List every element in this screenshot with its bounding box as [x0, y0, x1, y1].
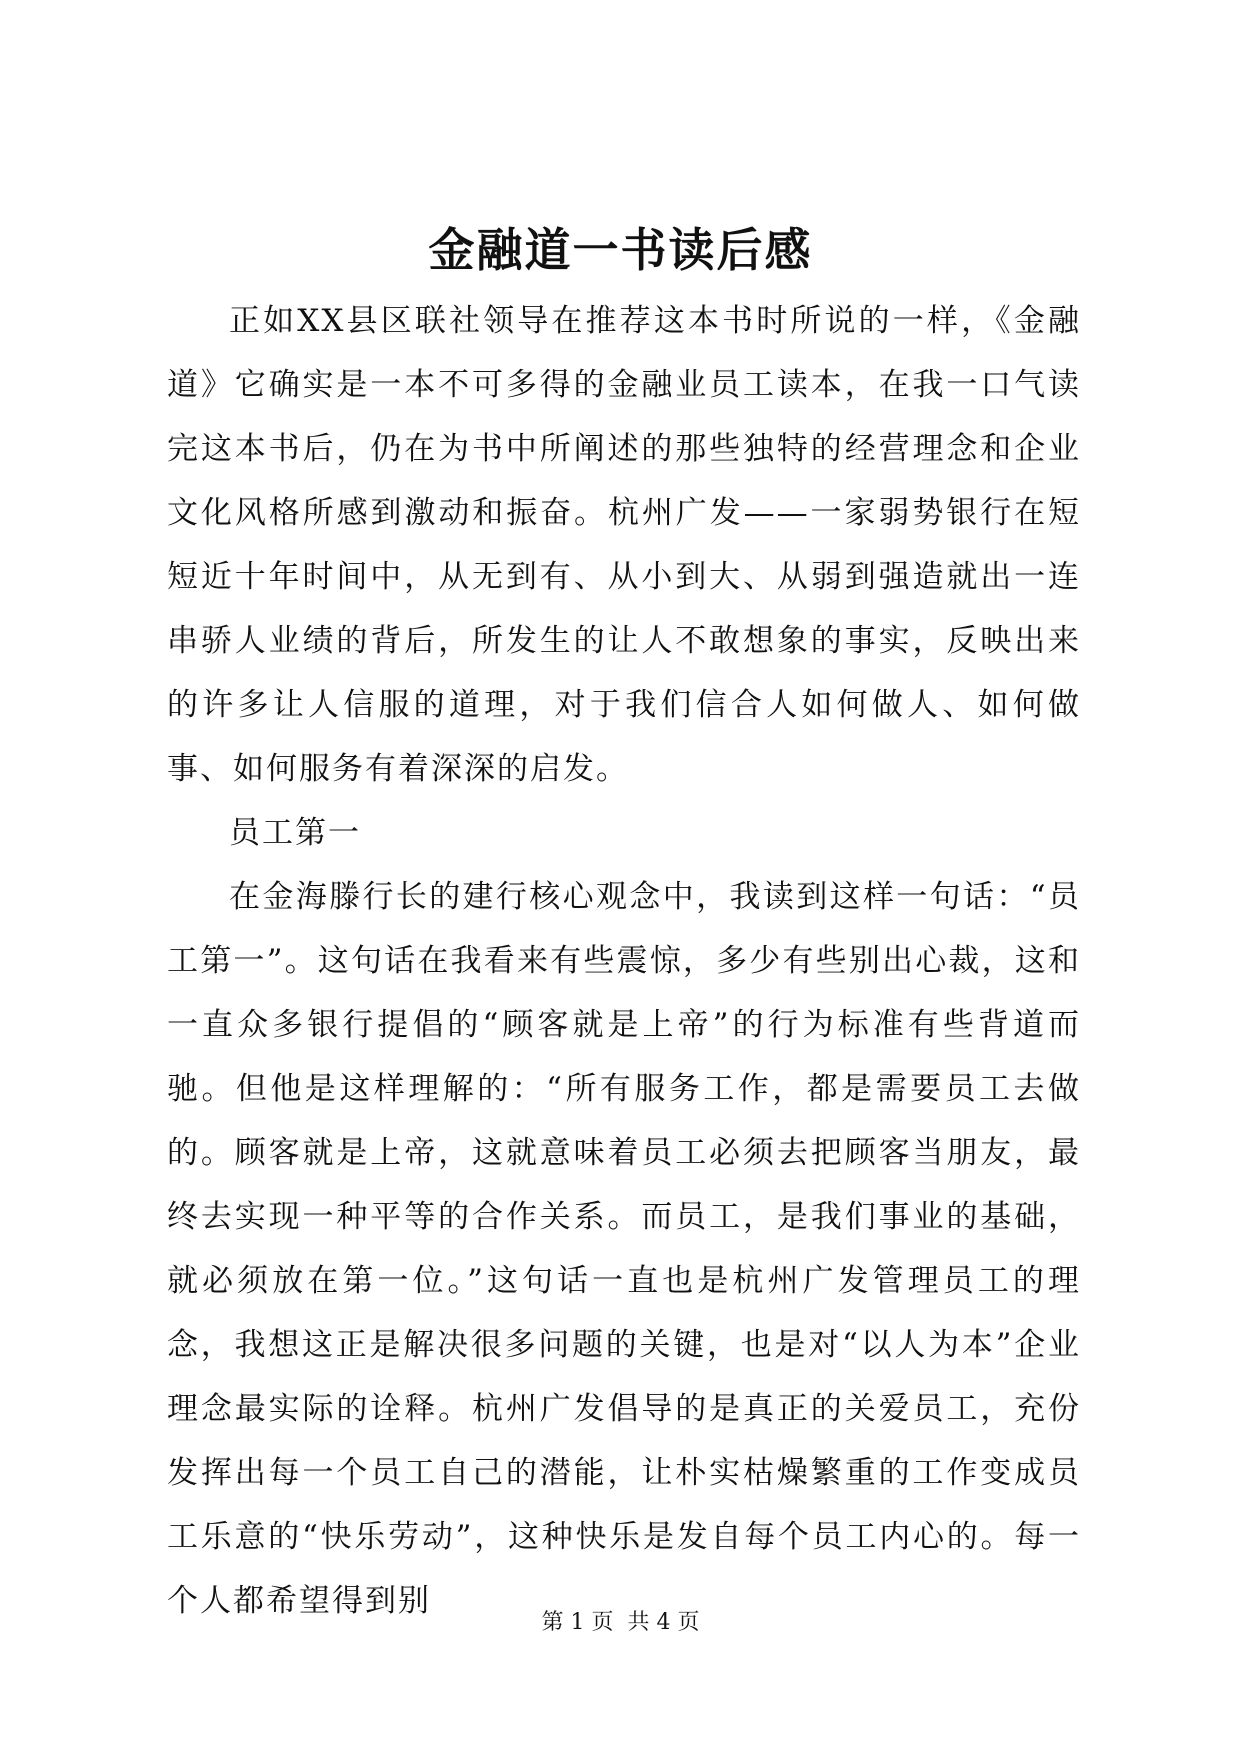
page-number: 第 1 页 共 4 页	[541, 1610, 700, 1635]
document-title: 金融道一书读后感	[428, 223, 813, 277]
section-paragraph: 在金海滕行长的建行核心观念中，我读到这样一句话：“员工第一”。这句话在我看来有些震惊，多少有些别出心裁，这和一直众多银行提倡的“顾客就是上帝”的行为标准有些背道而驰。但他是这样理解的：“所有服务工作，都是需要员工去做的。顾客就是上帝，这就意味着员工必须去把顾客当朋友，最终去实现一种平等的合作关系。而员工，是我们事业的基础，就必须放在第一位。”这句话一直也是杭州广发管理员工的理念，我想这正是解决很多问题的关键，也是对“以人为本”企业理念最实际的诠释。杭州广发倡导的是真正的关爱员工，充份发挥出每一个员工自己的潜能，让朴实枯燥繁重的工作变成员工乐意的“快乐劳动”，这种快乐是发自每个员工内心的。每一个人都希望得到别	[167, 879, 1081, 1619]
page-footer	[0, 1608, 1241, 1638]
section-heading: 员工第一	[229, 815, 361, 851]
intro-paragraph: 正如XX县区联社领导在推荐这本书时所说的一样，《金融道》它确实是一本不可多得的金融业员工读本，在我一口气读完这本书后，仍在为书中所阐述的那些独特的经营理念和企业文化风格所感到激动和振奋。杭州广发——一家弱势银行在短短近十年时间中，从无到有、从小到大、从弱到强造就出一连串骄人业绩的背后，所发生的让人不敢想象的事实，反映出来的许多让人信服的道理，对于我们信合人如何做人、如何做事、如何服务有着深深的启发。	[167, 303, 1081, 787]
document-body	[167, 289, 1081, 1633]
